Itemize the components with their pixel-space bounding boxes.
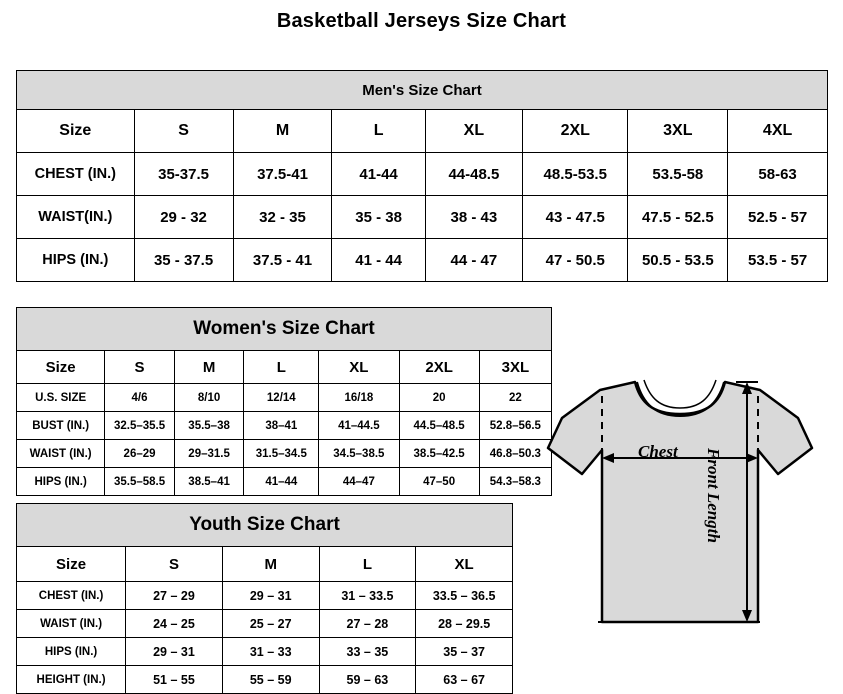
mens-header-row [17,110,828,153]
womens-us-size-3xl: 22 [479,384,551,412]
womens-col-header-xl: XL [319,351,399,384]
womens-hips-s: 35.5–58.5 [105,468,175,496]
mens-chest-s: 35-37.5 [134,153,233,196]
table-row [17,384,552,412]
mens-row-label-hips: HIPS (IN.) [17,239,135,282]
mens-title-row [17,71,828,110]
womens-hips-2xl: 47–50 [399,468,479,496]
table-row [17,239,828,282]
womens-bust-m: 35.5–38 [174,412,244,440]
mens-chest-2xl: 48.5-53.5 [523,153,628,196]
womens-hips-xl: 44–47 [319,468,399,496]
youth-col-header-size: Size [17,547,126,582]
youth-col-header-l: L [319,547,416,582]
womens-us-size-m: 8/10 [174,384,244,412]
womens-waist-l: 31.5–34.5 [244,440,319,468]
table-row [17,153,828,196]
youth-waist-s: 24 – 25 [126,610,223,638]
mens-row-label-chest: CHEST (IN.) [17,153,135,196]
youth-hips-xl: 35 – 37 [416,638,513,666]
mens-hips-s: 35 - 37.5 [134,239,233,282]
table-row [17,666,513,694]
jersey-outline [548,382,812,622]
youth-height-xl: 63 – 67 [416,666,513,694]
mens-chest-l: 41-44 [332,153,425,196]
womens-waist-3xl: 46.8–50.3 [479,440,551,468]
mens-col-header-2xl: 2XL [523,110,628,153]
womens-bust-s: 32.5–35.5 [105,412,175,440]
womens-size-chart [16,307,552,496]
table-row [17,582,513,610]
youth-col-header-s: S [126,547,223,582]
youth-size-chart [16,503,513,694]
womens-hips-3xl: 54.3–58.3 [479,468,551,496]
jersey-illustration-icon [540,340,840,680]
youth-hips-l: 33 – 35 [319,638,416,666]
mens-col-header-4xl: 4XL [728,110,828,153]
womens-col-header-3xl: 3XL [479,351,551,384]
youth-hips-s: 29 – 31 [126,638,223,666]
womens-col-header-m: M [174,351,244,384]
womens-col-header-s: S [105,351,175,384]
womens-title-row [17,308,552,351]
womens-bust-3xl: 52.8–56.5 [479,412,551,440]
youth-size-table [16,503,513,694]
mens-row-label-waist: WAIST(IN.) [17,196,135,239]
table-row [17,468,552,496]
womens-hips-l: 41–44 [244,468,319,496]
table-row [17,440,552,468]
mens-chest-3xl: 53.5-58 [628,153,728,196]
womens-col-header-l: L [244,351,319,384]
mens-hips-3xl: 50.5 - 53.5 [628,239,728,282]
womens-us-size-l: 12/14 [244,384,319,412]
youth-chest-s: 27 – 29 [126,582,223,610]
youth-col-header-m: M [222,547,319,582]
youth-header-row [17,547,513,582]
womens-bust-2xl: 44.5–48.5 [399,412,479,440]
youth-waist-m: 25 – 27 [222,610,319,638]
mens-hips-4xl: 53.5 - 57 [728,239,828,282]
youth-title-row [17,504,513,547]
mens-col-header-3xl: 3XL [628,110,728,153]
youth-row-label-waist: WAIST (IN.) [17,610,126,638]
mens-size-table [16,70,828,282]
womens-row-label-hips: HIPS (IN.) [17,468,105,496]
mens-hips-m: 37.5 - 41 [233,239,332,282]
womens-waist-m: 29–31.5 [174,440,244,468]
mens-col-header-xl: XL [425,110,522,153]
womens-col-header-2xl: 2XL [399,351,479,384]
jersey-measurement-diagram [540,340,840,680]
youth-row-label-height: HEIGHT (IN.) [17,666,126,694]
womens-waist-s: 26–29 [105,440,175,468]
table-row [17,196,828,239]
mens-size-chart [16,70,828,282]
table-row [17,610,513,638]
youth-height-m: 55 – 59 [222,666,319,694]
youth-col-header-xl: XL [416,547,513,582]
youth-chest-xl: 33.5 – 36.5 [416,582,513,610]
mens-col-header-size: Size [17,110,135,153]
mens-waist-m: 32 - 35 [233,196,332,239]
mens-waist-3xl: 47.5 - 52.5 [628,196,728,239]
youth-waist-xl: 28 – 29.5 [416,610,513,638]
mens-col-header-s: S [134,110,233,153]
youth-chest-l: 31 – 33.5 [319,582,416,610]
womens-waist-2xl: 38.5–42.5 [399,440,479,468]
womens-bust-l: 38–41 [244,412,319,440]
womens-waist-xl: 34.5–38.5 [319,440,399,468]
youth-height-l: 59 – 63 [319,666,416,694]
mens-chart-title: Men's Size Chart [17,71,828,110]
womens-us-size-2xl: 20 [399,384,479,412]
womens-chart-title: Women's Size Chart [17,308,552,351]
womens-row-label-waist: WAIST (IN.) [17,440,105,468]
mens-hips-l: 41 - 44 [332,239,425,282]
mens-chest-m: 37.5-41 [233,153,332,196]
youth-row-label-chest: CHEST (IN.) [17,582,126,610]
womens-us-size-xl: 16/18 [319,384,399,412]
youth-row-label-hips: HIPS (IN.) [17,638,126,666]
womens-row-label-bust: BUST (IN.) [17,412,105,440]
youth-chest-m: 29 – 31 [222,582,319,610]
mens-waist-l: 35 - 38 [332,196,425,239]
womens-hips-m: 38.5–41 [174,468,244,496]
womens-bust-xl: 41–44.5 [319,412,399,440]
mens-hips-xl: 44 - 47 [425,239,522,282]
table-row [17,638,513,666]
womens-row-label-us-size: U.S. SIZE [17,384,105,412]
womens-header-row [17,351,552,384]
mens-chest-xl: 44-48.5 [425,153,522,196]
mens-chest-4xl: 58-63 [728,153,828,196]
youth-height-s: 51 – 55 [126,666,223,694]
mens-col-header-m: M [233,110,332,153]
womens-col-header-size: Size [17,351,105,384]
mens-waist-xl: 38 - 43 [425,196,522,239]
mens-hips-2xl: 47 - 50.5 [523,239,628,282]
chest-label: Chest [638,442,678,461]
front-length-label: Front Length [704,448,723,543]
youth-waist-l: 27 – 28 [319,610,416,638]
mens-waist-s: 29 - 32 [134,196,233,239]
youth-chart-title: Youth Size Chart [17,504,513,547]
womens-size-table [16,307,552,496]
womens-us-size-s: 4/6 [105,384,175,412]
mens-waist-4xl: 52.5 - 57 [728,196,828,239]
youth-hips-m: 31 – 33 [222,638,319,666]
collar-inner-line [644,380,716,408]
mens-waist-2xl: 43 - 47.5 [523,196,628,239]
mens-col-header-l: L [332,110,425,153]
page-title: Basketball Jerseys Size Chart [276,10,567,32]
table-row [17,412,552,440]
